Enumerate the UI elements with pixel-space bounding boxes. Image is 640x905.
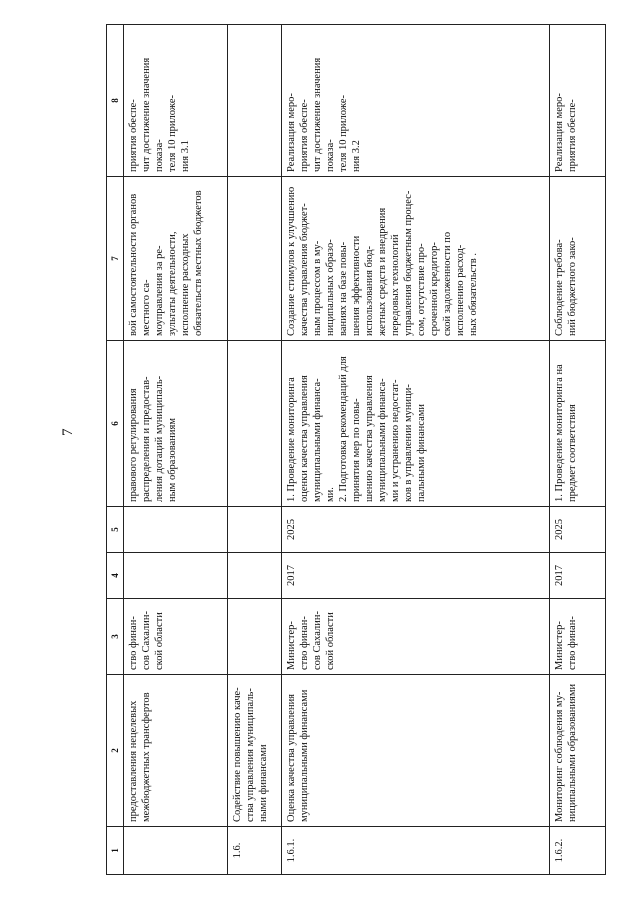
header-col-3: 3 — [107, 599, 124, 675]
page-number: 7 — [60, 428, 76, 436]
header-col-2: 2 — [107, 675, 124, 827]
indicator-link — [228, 25, 282, 177]
start-year: 2017 — [282, 553, 550, 599]
indicator-link: Реализация меро- приятия обеспе- чит достижение значения показа- теля 10 приложе- ния 3.2 — [282, 25, 550, 177]
expected-result: Соблюдение требова- ний бюджетного зако- — [550, 177, 606, 341]
end-year: 2025 — [550, 507, 606, 553]
measure-content: 1. Проведение мониторинга оценки качества управления муниципальными финанса- ми. 2. Подготовка рекомендаций для принятия мер по повы- шению качества управления муниципальными финанса- ми и устранению недостат- ков в управлении муници- пальными финансами — [282, 341, 550, 507]
row-number: 1.6.1. — [282, 827, 550, 875]
executor: ство финан- сов Сахалин- ской области — [124, 599, 228, 675]
measure-name: предоставления нецелевых межбюджетных трансфертов — [124, 675, 228, 827]
start-year — [124, 553, 228, 599]
expected-result: вой самостоятельности органов местного са- моуправления за ре- зультаты деятельности, исполнение расходных обязательств местных бюджетов — [124, 177, 228, 341]
header-row — [107, 25, 124, 875]
end-year — [228, 507, 282, 553]
measure-name: Оценка качества управления муниципальными финансами — [282, 675, 550, 827]
measure-content — [228, 341, 282, 507]
executor: Министер- ство финан- — [550, 599, 606, 675]
table-row — [124, 25, 228, 875]
executor — [228, 599, 282, 675]
measure-content: 1. Проведение мониторинга на предмет соответствия — [550, 341, 606, 507]
indicator-link: Реализация меро- приятия обеспе- — [550, 25, 606, 177]
header-col-7: 7 — [107, 177, 124, 341]
expected-result: Создание стимулов к улучшению качества управления бюджет- ным процессом в му- ниципальных образо- ваниях на базе повы- шения эффективности использования бюд- жетных средств и внедрения передовых технологий управления бюджетным процес- сом, отсутствие про- сроченной кредитор- ской задолженности по исполнению расход- ных обязательств . — [282, 177, 550, 341]
rotated-table-wrapper — [106, 25, 604, 875]
header-col-1: 1 — [107, 827, 124, 875]
row-number: 1.6. — [228, 827, 282, 875]
header-col-4: 4 — [107, 553, 124, 599]
end-year — [124, 507, 228, 553]
header-col-8: 8 — [107, 25, 124, 177]
table-row — [228, 25, 282, 875]
executor: Министер- ство финан- сов Сахалин- ской области — [282, 599, 550, 675]
measures-table — [106, 24, 606, 875]
measure-content: правового регулирования распределения и предостав- ления дотаций муниципаль- ным образованиям — [124, 341, 228, 507]
start-year — [228, 553, 282, 599]
table-row — [550, 25, 606, 875]
header-col-5: 5 — [107, 507, 124, 553]
table-row — [282, 25, 550, 875]
measure-name: Мониторинг соблюдения му- ниципальными образованиями — [550, 675, 606, 827]
expected-result — [228, 177, 282, 341]
indicator-link: приятия обеспе- чит достижение значения показа- теля 10 приложе- ния 3.1 — [124, 25, 228, 177]
end-year: 2025 — [282, 507, 550, 553]
measure-name: Содействие повышению каче- ства управления муниципаль- ными финансами — [228, 675, 282, 827]
row-number: 1.6.2. — [550, 827, 606, 875]
start-year: 2017 — [550, 553, 606, 599]
header-col-6: 6 — [107, 341, 124, 507]
row-number — [124, 827, 228, 875]
